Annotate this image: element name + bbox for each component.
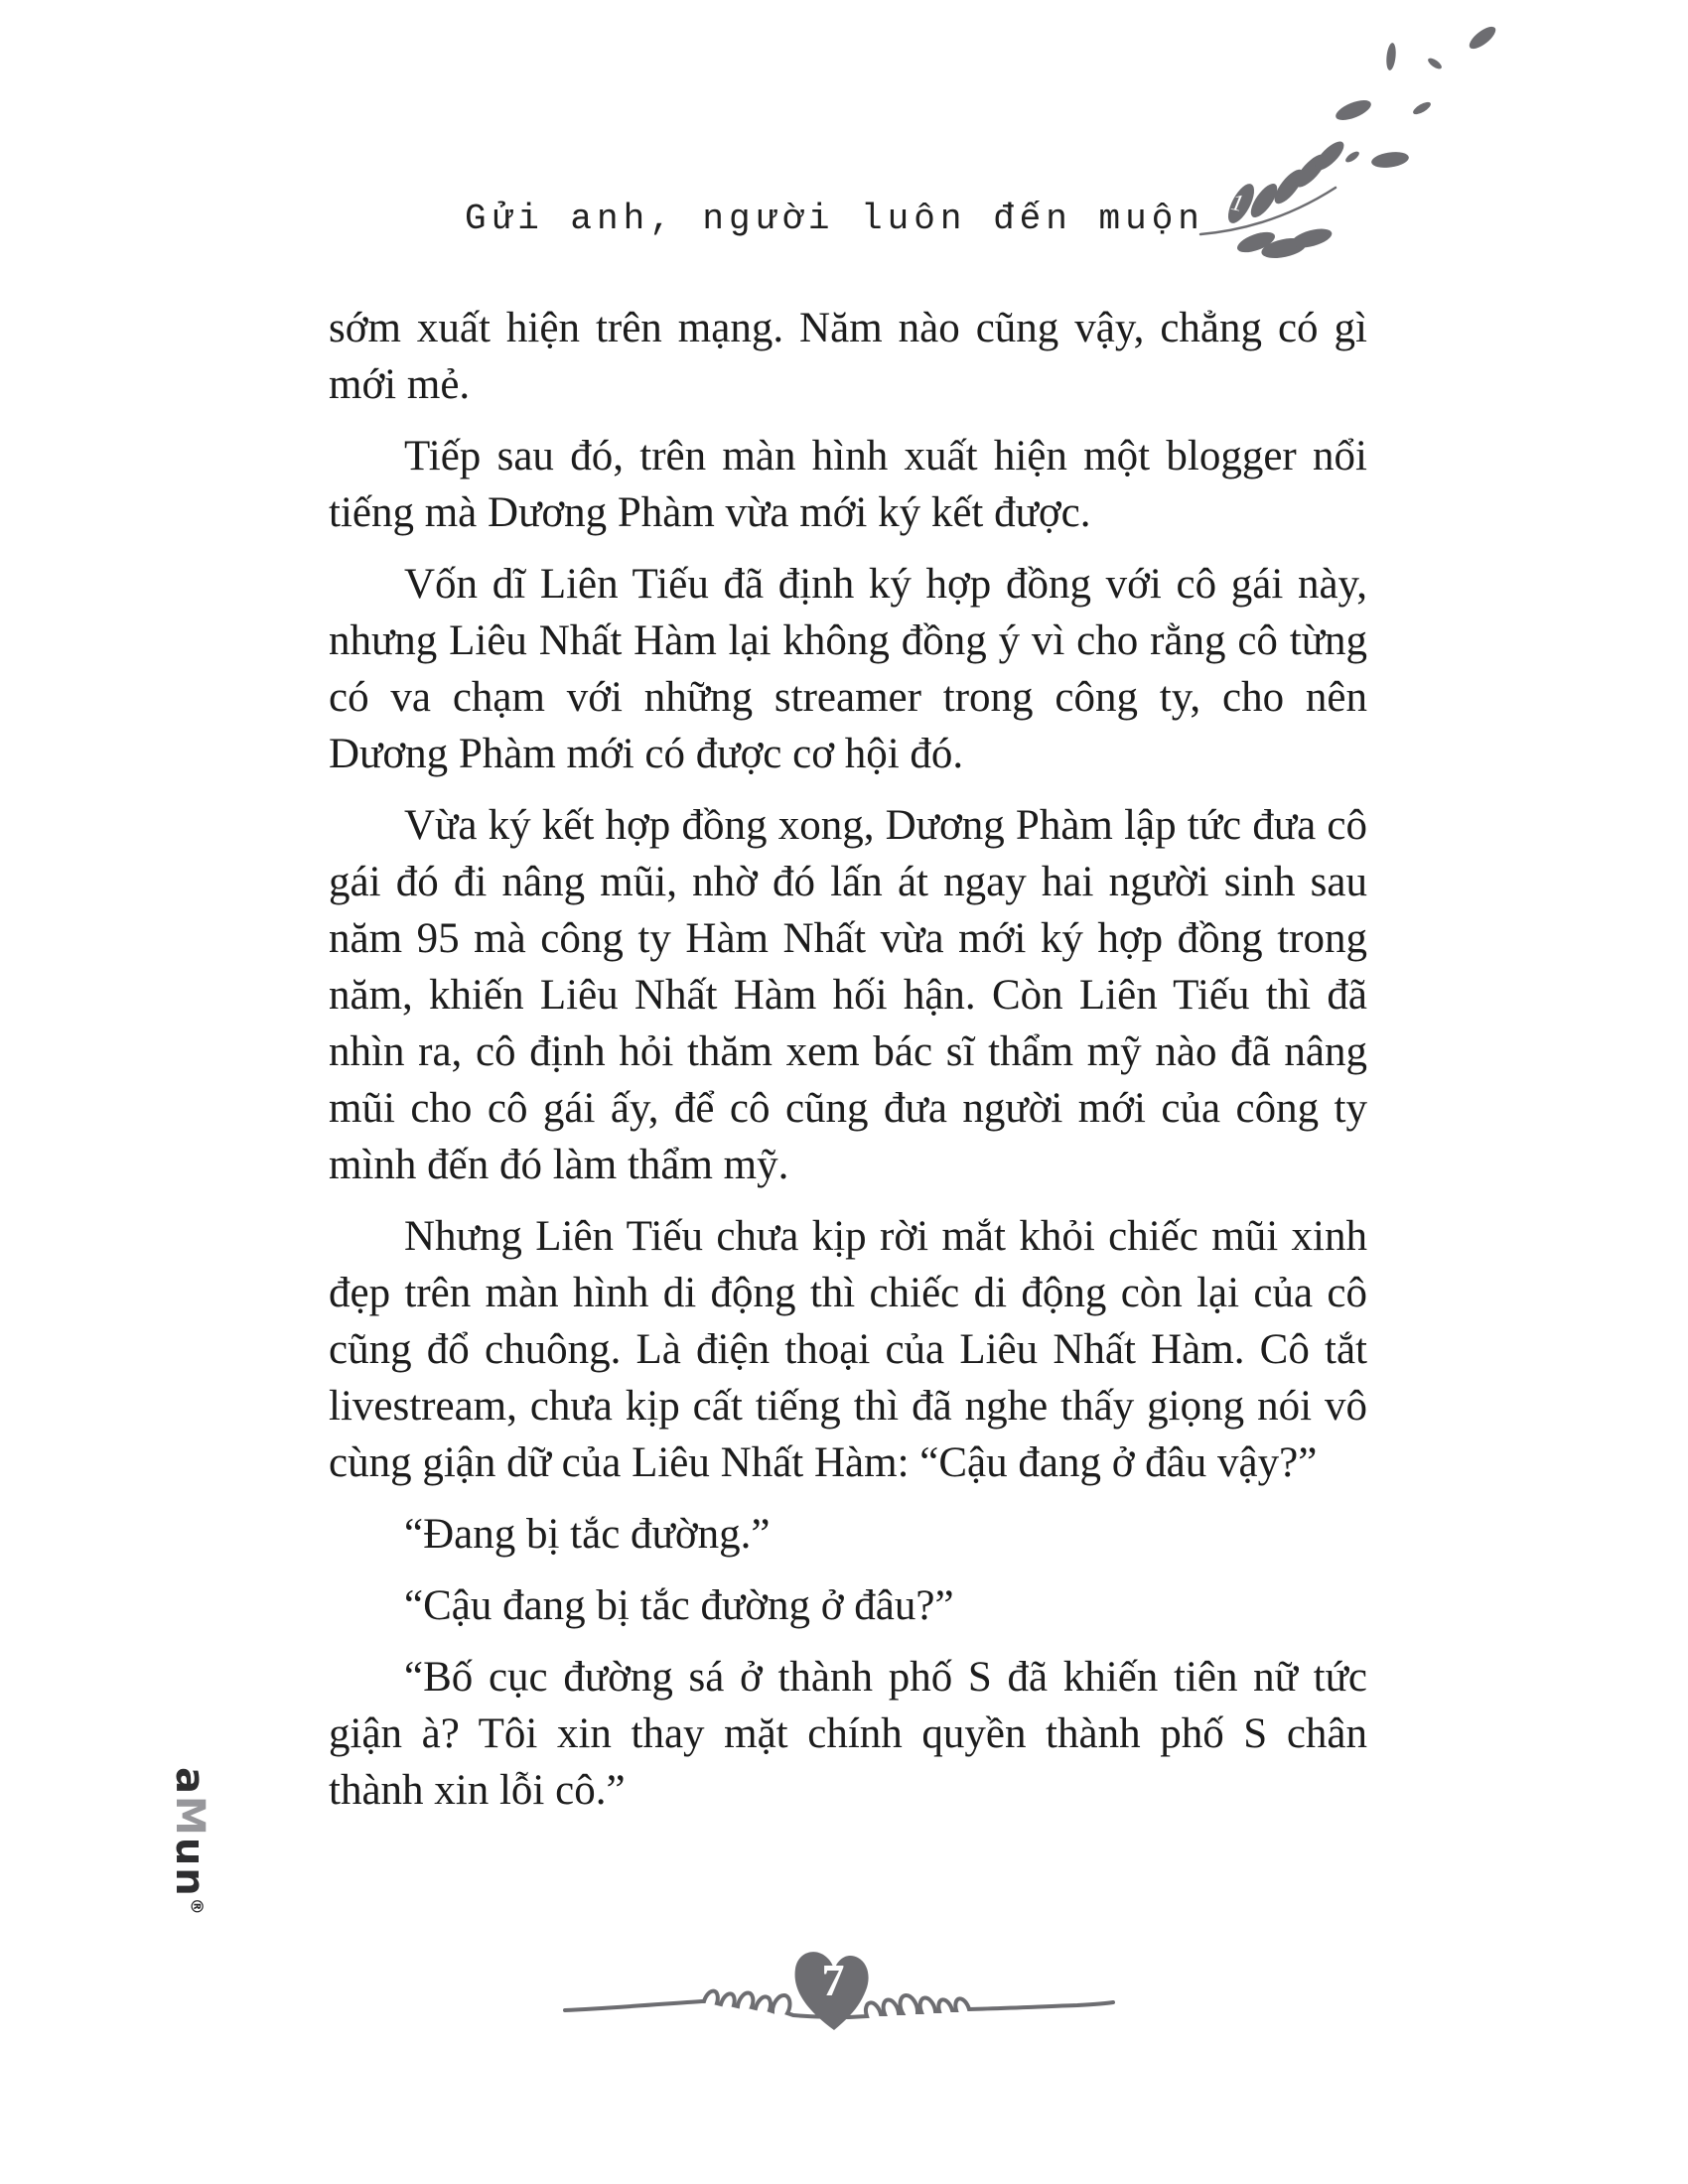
- page-number: 7: [821, 1955, 845, 2005]
- paragraph-dialogue: “Đang bị tắc đường.”: [404, 1511, 771, 1558]
- publisher-logo-text: [167, 1767, 212, 1915]
- publisher-logo: [167, 1767, 214, 1915]
- body-text: [329, 300, 1367, 1834]
- registered-mark: ®: [186, 1897, 207, 1915]
- paragraph-dialogue: “Bố cục đường sá ở thành phố S đã khiến tiên nữ tức giận à? Tôi xin thay mặt chính quyền thành phố S chân thành xin lỗi cô.”: [329, 1654, 1367, 1814]
- paragraph: Vốn dĩ Liên Tiếu đã định ký hợp đồng với cô gái này, nhưng Liêu Nhất Hàm lại không đồng ý vì cho rằng cô từng có va chạm với những streamer trong công ty, cho nên Dương Phàm mới có được cơ hội đó.: [329, 561, 1367, 777]
- leaf-branch-group: [1200, 23, 1499, 262]
- logo-letter-m: M: [167, 1796, 212, 1838]
- paragraph: Tiếp sau đó, trên màn hình xuất hiện một blogger nổi tiếng mà Dương Phàm vừa mới ký kết được.: [329, 433, 1367, 536]
- chapter-marker-on-leaf: 1: [1228, 190, 1246, 217]
- paragraph: sớm xuất hiện trên mạng. Năm nào cũng vậy, chẳng có gì mới mẻ.: [329, 305, 1367, 408]
- logo-letter-a: a: [167, 1767, 212, 1796]
- leaf-branch-icon: [1196, 12, 1524, 270]
- paragraph: Vừa ký kết hợp đồng xong, Dương Phàm lập tức đưa cô gái đó đi nâng mũi, nhờ đó lấn át ngay hai người sinh sau năm 95 mà công ty Hàm Nhất vừa mới ký hợp đồng trong năm, khiến Liêu Nhất Hàm hối hận. Còn Liên Tiếu thì đã nhìn ra, cô định hỏi thăm xem bác sĩ thẩm mỹ nào đã nâng mũi cho cô gái ấy, để cô cũng đưa người mới của công ty mình đến đó làm thẩm mỹ.: [329, 802, 1367, 1188]
- logo-letters-un: un: [167, 1837, 212, 1898]
- paragraph: Nhưng Liên Tiếu chưa kịp rời mắt khỏi chiếc mũi xinh đẹp trên màn hình di động thì chiếc di động còn lại của cô cũng đổ chuông. Là điện thoại của Liêu Nhất Hàm. Cô tắt livestream, chưa kịp cất tiếng thì đã nghe thấy giọng nói vô cùng giận dữ của Liêu Nhất Hàm: “Cậu đang ở đâu vậy?”: [329, 1213, 1367, 1486]
- running-head-title: Gửi anh, người luôn đến muộn: [465, 199, 1204, 239]
- paragraph-dialogue: “Cậu đang bị tắc đường ở đâu?”: [404, 1582, 954, 1629]
